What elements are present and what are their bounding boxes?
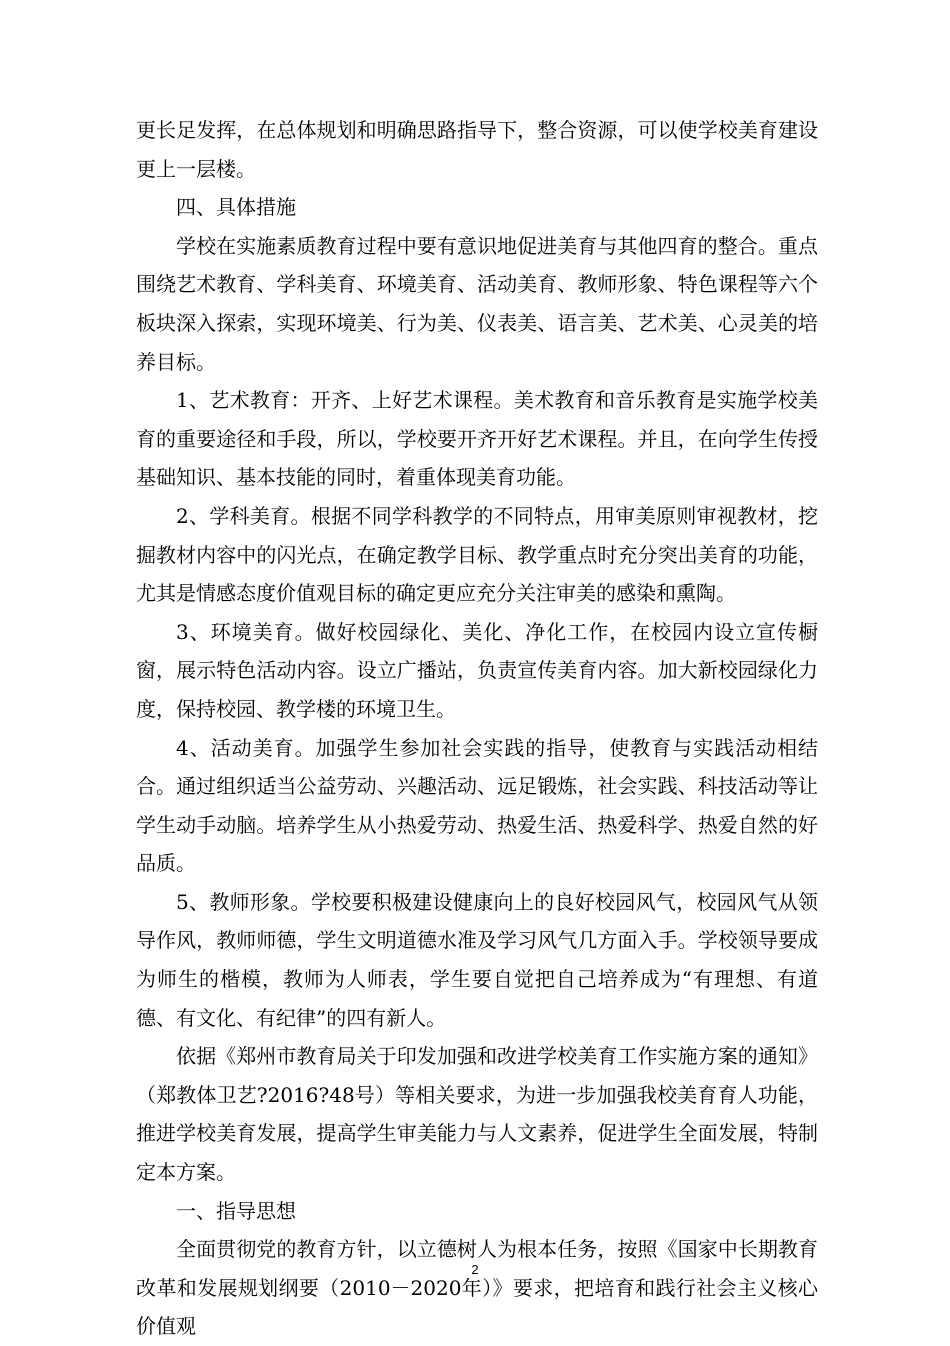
section-heading-guiding-ideology: 一、指导思想 xyxy=(176,1198,296,1223)
page-number: 2 xyxy=(471,1262,479,1277)
paragraph-art-education: 1、艺术教育：开齐、上好艺术课程。美术教育和音乐教育是实施学校美育的重要途径和手段，所以，学校要开齐开好艺术课程。并且，在向学生传授基础知识、基本技能的同时，着重体现美育功能。 xyxy=(136,388,818,490)
document-body xyxy=(136,111,818,1346)
paragraph-basis: 依据《郑州市教育局关于印发加强和改进学校美育工作实施方案的通知》（郑教体卫艺?2016?48号）等相关要求，为进一步加强我校美育育人功能，推进学校美育发展，提高学生审美能力与人文素养，促进学生全面发展，特制定本方案。 xyxy=(136,1044,818,1185)
section-heading-measures: 四、具体措施 xyxy=(176,195,296,220)
paragraph-subject-aesthetics: 2、学科美育。根据不同学科教学的不同特点，用审美原则审视教材，挖掘教材内容中的闪光点，在确定教学目标、教学重点时充分突出美育的功能，尤其是情感态度价值观目标的确定更应充分关注审美的感染和熏陶。 xyxy=(136,503,818,606)
paragraph-teacher-image: 5、教师形象。学校要积极建设健康向上的良好校园风气，校园风气从领导作风，教师师德，学生文明道德水准及学习风气几方面入手。学校领导要成为师生的楷模，教师为人师表，学生要自觉把自己培养成为“有理想、有道德、有文化、有纪律”的四有新人。 xyxy=(136,889,818,1030)
paragraph-integration: 学校在实施素质教育过程中要有意识地促进美育与其他四育的整合。重点围绕艺术教育、学科美育、环境美育、活动美育、教师形象、特色课程等六个板块深入探索，实现环境美、行为美、仪表美、语言美、艺术美、心灵美的培养目标。 xyxy=(136,233,818,374)
paragraph-continuation: 更长足发挥，在总体规划和明确思路指导下，整合资源，可以使学校美育建设更上一层楼。 xyxy=(136,118,818,181)
paragraph-activity-aesthetics: 4、活动美育。加强学生参加社会实践的指导，使教育与实践活动相结合。通过组织适当公益劳动、兴趣活动、远足锻炼，社会实践、科技活动等让学生动手动脑。培养学生从小热爱劳动、热爱生活、热爱科学、热爱自然的好品质。 xyxy=(136,735,818,876)
paragraph-guiding-ideology: 全面贯彻党的教育方针，以立德树人为根本任务，按照《国家中长期教育改革和发展规划纲要（2010－2020年）》要求，把培育和践行社会主义核心价值观 xyxy=(136,1237,818,1339)
paragraph-environment-aesthetics: 3、环境美育。做好校园绿化、美化、净化工作，在校园内设立宣传橱窗，展示特色活动内容。设立广播站，负责宣传美育内容。加大新校园绿化力度，保持校园、教学楼的环境卫生。 xyxy=(136,619,818,721)
